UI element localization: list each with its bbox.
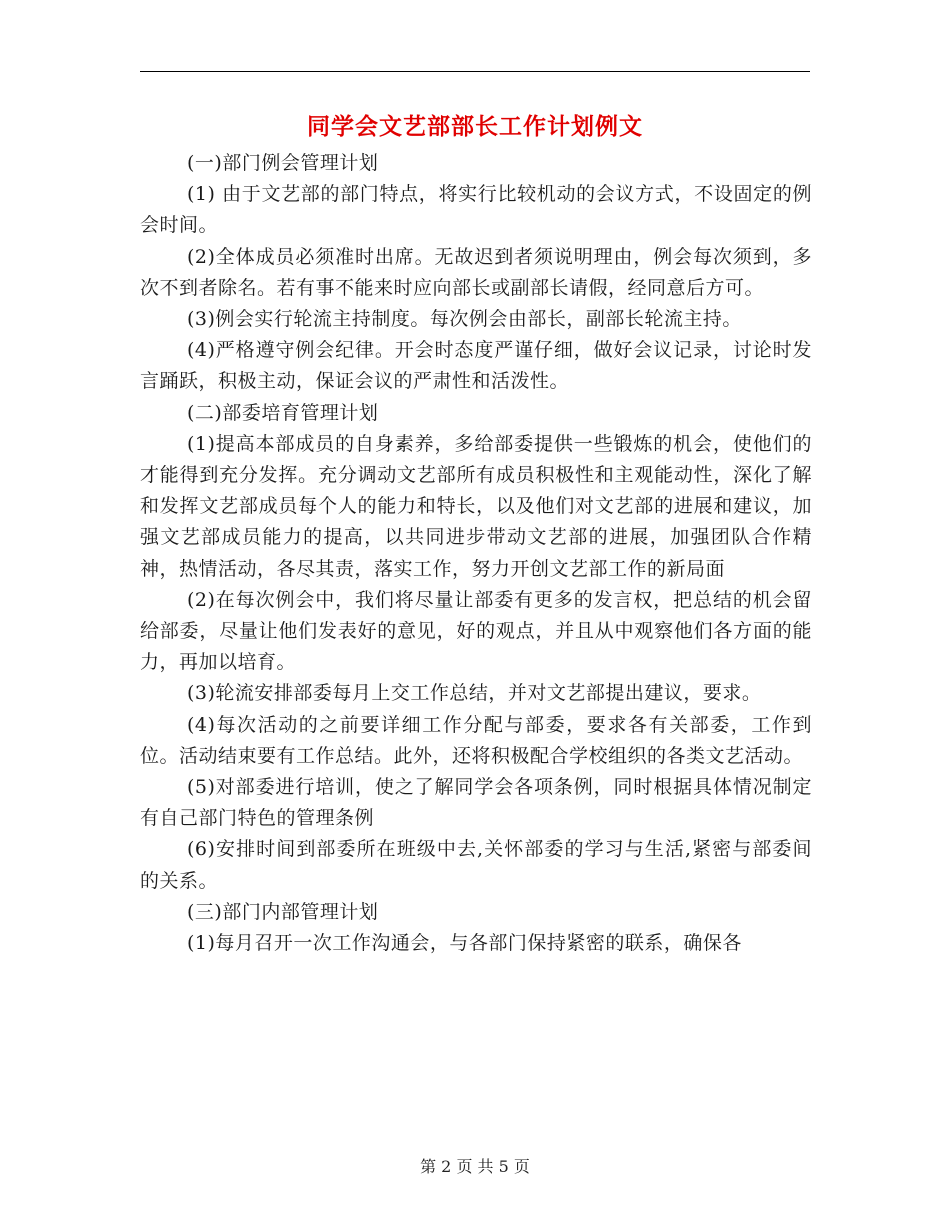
paragraph: (3)例会实行轮流主持制度。每次例会由部长，副部长轮流主持。 — [187, 308, 742, 331]
paragraph: (6)安排时间到部委所在班级中去,关怀部委的学习与生活,紧密与部委间的关系。 — [140, 838, 812, 892]
document-body — [140, 148, 812, 959]
paragraph: (2)全体成员必须准时出席。无故迟到者须说明理由，例会每次须到，多次不到者除名。若有事不能来时应向部长或副部长请假，经同意后方可。 — [140, 245, 812, 299]
paragraph: (1) 由于文艺部的部门特点，将实行比较机动的会议方式，不设固定的例会时间。 — [140, 183, 812, 237]
paragraph: (4)每次活动的之前要详细工作分配与部委，要求各有关部委，工作到位。活动结束要有工作总结。此外，还将积极配合学校组织的各类文艺活动。 — [140, 713, 812, 767]
paragraph: (1)提高本部成员的自身素养，多给部委提供一些锻炼的机会，使他们的才能得到充分发挥。充分调动文艺部所有成员积极性和主观能动性，深化了解和发挥文艺部成员每个人的能力和特长，以及他们对文艺部的进展和建议，加强文艺部成员能力的提高，以共同进步带动文艺部的进展，加强团队合作精神，热情活动，各尽其责，落实工作，努力开创文艺部工作的新局面 — [140, 432, 812, 580]
section-heading-1: (一)部门例会管理计划 — [187, 152, 379, 174]
paragraph: (1)每月召开一次工作沟通会，与各部门保持紧密的联系，确保各 — [187, 932, 742, 955]
section-heading-2: (二)部委培育管理计划 — [187, 401, 379, 424]
section-heading-3: (三)部门内部管理计划 — [187, 900, 379, 923]
paragraph: (2)在每次例会中，我们将尽量让部委有更多的发言权，把总结的机会留给部委，尽量让他们发表好的意见，好的观点，并且从中观察他们各方面的能力，再加以培育。 — [140, 588, 812, 674]
header-rule — [140, 71, 810, 72]
paragraph: (3)轮流安排部委每月上交工作总结，并对文艺部提出建议，要求。 — [187, 682, 762, 705]
page-footer: 第 2 页 共 5 页 — [420, 1157, 530, 1176]
paragraph: (5)对部委进行培训，使之了解同学会各项条例，同时根据具体情况制定有自己部门特色的管理条例 — [140, 776, 812, 830]
paragraph: (4)严格遵守例会纪律。开会时态度严谨仔细，做好会议记录，讨论时发言踊跃，积极主动，保证会议的严肃性和活泼性。 — [140, 339, 812, 393]
document-title: 同学会文艺部部长工作计划例文 — [307, 113, 643, 140]
